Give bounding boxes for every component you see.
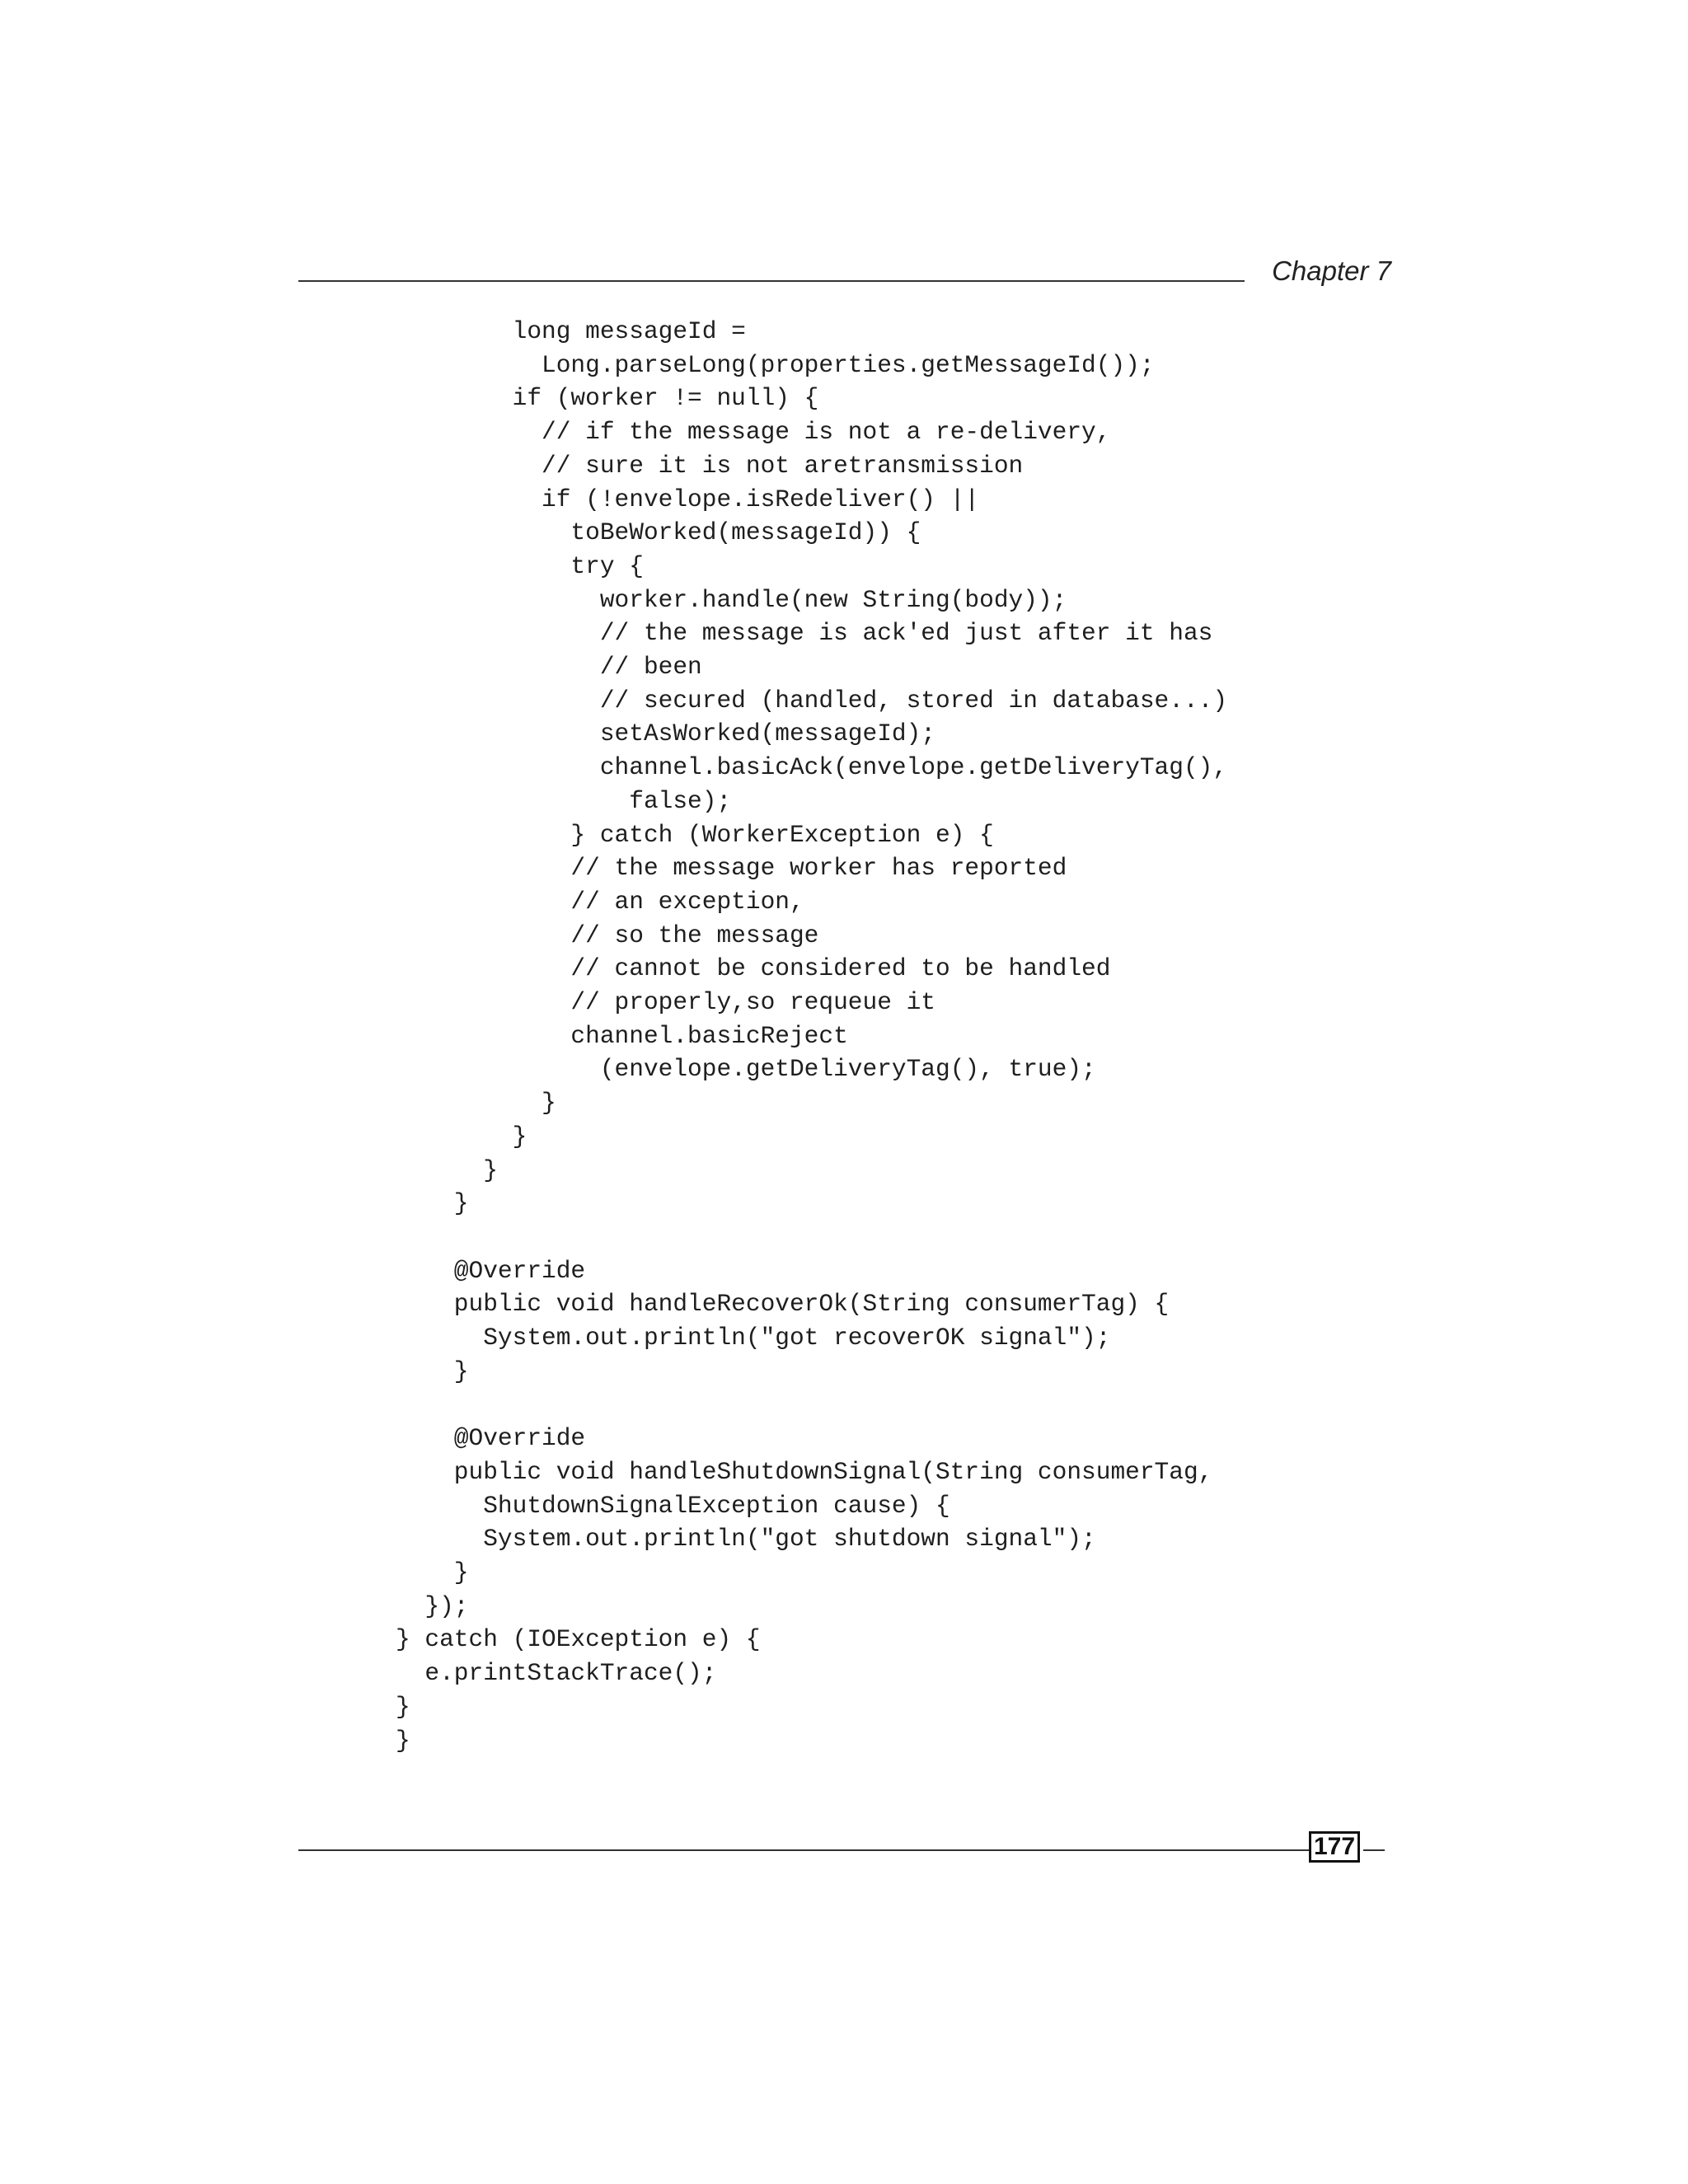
code-line: // cannot be considered to be handled — [396, 954, 1111, 983]
code-line — [396, 1388, 1227, 1422]
code-line: } — [396, 1692, 410, 1721]
code-line — [396, 1221, 1227, 1254]
code-line: try { — [396, 551, 644, 580]
code-line: // been — [396, 653, 702, 682]
code-line: @Override — [396, 1424, 586, 1453]
code-line: // secured (handled, stored in database...) — [396, 686, 1228, 715]
code-line: public void handleRecoverOk(String consumerTag) { — [396, 1290, 1170, 1319]
code-line: ShutdownSignalException cause) { — [396, 1491, 950, 1520]
code-line: System.out.println("got shutdown signal"); — [396, 1525, 1096, 1554]
code-line: } catch (IOException e) { — [396, 1625, 761, 1654]
code-line: } — [396, 1089, 556, 1118]
code-line: // the message worker has reported — [396, 854, 1067, 883]
code-line: // an exception, — [396, 887, 804, 916]
code-line: // sure it is not aretransmission — [396, 451, 1024, 480]
code-line: channel.basicReject — [396, 1021, 848, 1050]
code-line: public void handleShutdownSignal(String consumerTag, — [396, 1457, 1213, 1486]
code-line: } catch (WorkerException e) { — [396, 820, 994, 849]
footer-rule — [298, 1849, 1311, 1851]
code-line: toBeWorked(messageId)) { — [396, 518, 921, 547]
code-line: } — [396, 1726, 410, 1755]
code-line: System.out.println("got recoverOK signal"); — [396, 1324, 1111, 1352]
code-line: } — [396, 1357, 469, 1385]
code-line: channel.basicAck(envelope.getDeliveryTag(), — [396, 753, 1228, 782]
code-line: e.printStackTrace(); — [396, 1659, 717, 1688]
code-line: if (!envelope.isRedeliver() || — [396, 485, 980, 513]
code-line: } — [396, 1155, 498, 1184]
code-line: // properly,so requeue it — [396, 988, 936, 1017]
chapter-label: Chapter 7 — [1272, 255, 1391, 286]
code-line: setAsWorked(messageId); — [396, 719, 936, 748]
code-line: @Override — [396, 1256, 586, 1285]
code-line: (envelope.getDeliveryTag(), true); — [396, 1055, 1096, 1084]
code-line: if (worker != null) { — [396, 384, 819, 413]
code-line: false); — [396, 786, 732, 815]
code-line: // if the message is not a re-delivery, — [396, 418, 1111, 447]
code-line: } — [396, 1122, 528, 1151]
code-line: worker.handle(new String(body)); — [396, 585, 1067, 614]
code-line: // so the message — [396, 921, 819, 949]
code-line: }); — [396, 1591, 469, 1620]
header-rule — [298, 280, 1245, 282]
code-line: long messageId = — [396, 317, 746, 345]
code-line: } — [396, 1558, 469, 1586]
code-listing — [396, 315, 1227, 1757]
page-number: 177 — [1309, 1831, 1360, 1863]
code-line: // the message is ack'ed just after it has — [396, 619, 1213, 648]
footer-rule-tail — [1363, 1849, 1385, 1851]
code-line: } — [396, 1189, 469, 1218]
code-line: Long.parseLong(properties.getMessageId()); — [396, 350, 1155, 379]
